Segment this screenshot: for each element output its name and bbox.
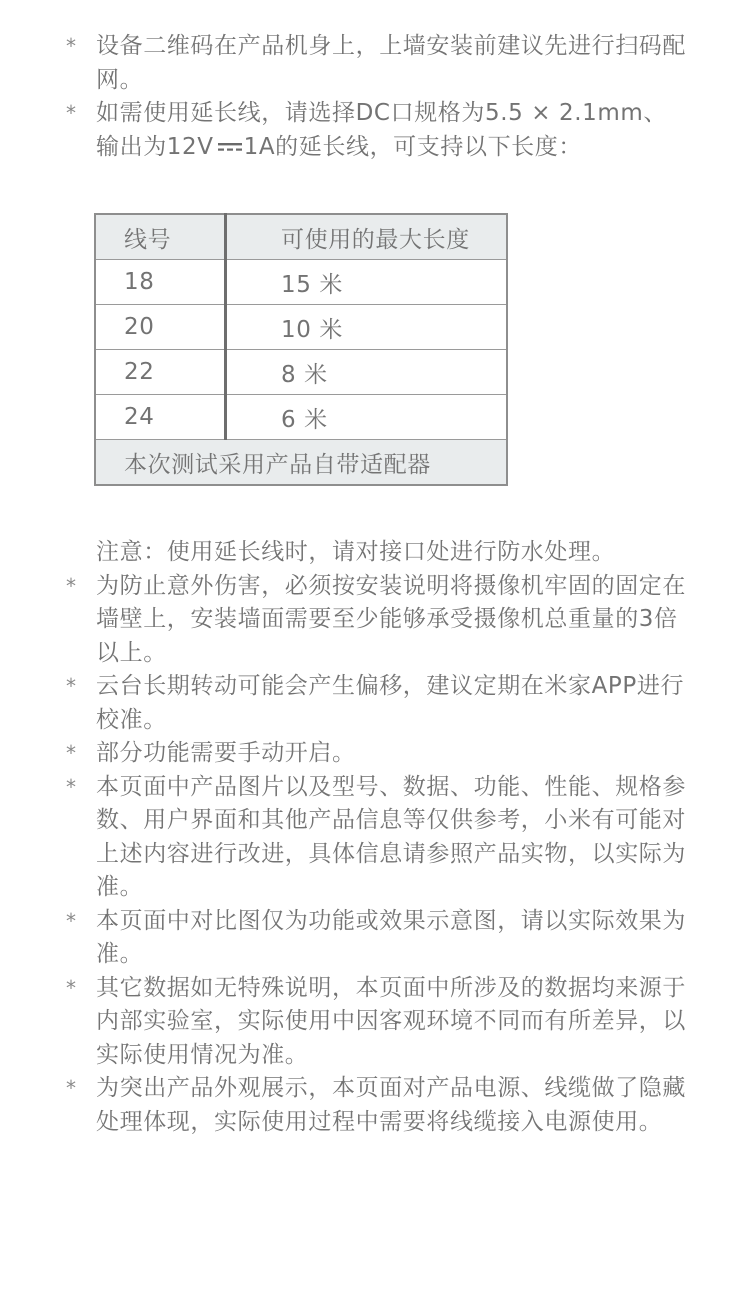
- wire-length-table: [94, 213, 508, 486]
- table-row: [95, 305, 507, 350]
- bottom-notes: [0, 536, 750, 1139]
- note-text-after: 1A的延长线，可支持以下长度：: [243, 133, 582, 160]
- note-reference-only: [0, 771, 750, 905]
- cell-length: 8 米: [226, 350, 508, 395]
- bullet-icon: *: [66, 573, 77, 598]
- table-header-row: [95, 214, 507, 260]
- bullet-icon: *: [66, 674, 77, 698]
- note-text-before: 如需使用延长线，请选择DC口规格为5.5 × 2.1mm、输出为12V: [96, 100, 668, 160]
- caution-text: 注意：使用延长线时，请对接口处进行防水处理。: [96, 539, 616, 565]
- cell-wire: 18: [95, 260, 226, 305]
- cell-wire: 22: [95, 350, 226, 395]
- header-wire-gauge: 线号: [95, 214, 226, 260]
- note-wall-mount: [0, 570, 750, 671]
- top-notes: [0, 30, 750, 164]
- bullet-icon: *: [66, 975, 77, 1000]
- header-max-length: 可使用的最大长度: [226, 214, 508, 260]
- table-row: [95, 350, 507, 395]
- note-text: 其它数据如无特殊说明，本页面中所涉及的数据均来源于内部实验室，实际使用中因客观环境不同而有所差异，以实际使用情况为准。: [96, 974, 686, 1068]
- note-text: 为突出产品外观展示，本页面对产品电源、线缆做了隐藏处理体现，实际使用过程中需要将线缆接入电源使用。: [96, 1075, 686, 1135]
- note-text: 本页面中对比图仅为功能或效果示意图，请以实际效果为准。: [96, 907, 686, 967]
- caution-note: [0, 536, 750, 570]
- dc-symbol-icon: [218, 141, 242, 153]
- note-text: 设备二维码在产品机身上，上墙安装前建议先进行扫码配网。: [96, 33, 686, 93]
- table-footer-row: [95, 440, 507, 486]
- cell-length: 10 米: [226, 305, 508, 350]
- note-cable-hidden: [0, 1072, 750, 1139]
- note-text: 部分功能需要手动开启。: [96, 740, 356, 766]
- bullet-icon: *: [66, 1076, 77, 1100]
- note-manual-enable: [0, 737, 750, 771]
- note-text: 为防止意外伤害，必须按安装说明将摄像机牢固的固定在墙壁上，安装墙面需要至少能够承受摄像机总重量的3倍以上。: [96, 572, 686, 666]
- bullet-icon: *: [66, 908, 77, 933]
- cell-wire: 24: [95, 395, 226, 440]
- table-footer-note: 本次测试采用产品自带适配器: [95, 440, 507, 486]
- bullet-icon: *: [66, 34, 77, 58]
- bullet-icon: *: [66, 741, 77, 765]
- cell-length: 6 米: [226, 395, 508, 440]
- bullet-icon: *: [66, 101, 77, 125]
- note-text: 云台长期转动可能会产生偏移，建议定期在米家APP进行校准。: [96, 673, 685, 733]
- note-data-source: [0, 972, 750, 1073]
- note-text: 本页面中产品图片以及型号、数据、功能、性能、规格参数、用户界面和其他产品信息等仅供参考，小米有可能对上述内容进行改进，具体信息请参照产品实物，以实际为准。: [96, 773, 686, 900]
- note-extension-cable: [0, 97, 750, 164]
- note-calibration: [0, 670, 750, 737]
- bullet-icon: *: [66, 774, 77, 799]
- cell-length: 15 米: [226, 260, 508, 305]
- note-comparison: [0, 905, 750, 972]
- table-row: [95, 260, 507, 305]
- cell-wire: 20: [95, 305, 226, 350]
- table-row: [95, 395, 507, 440]
- note-qr-pairing: [0, 30, 750, 97]
